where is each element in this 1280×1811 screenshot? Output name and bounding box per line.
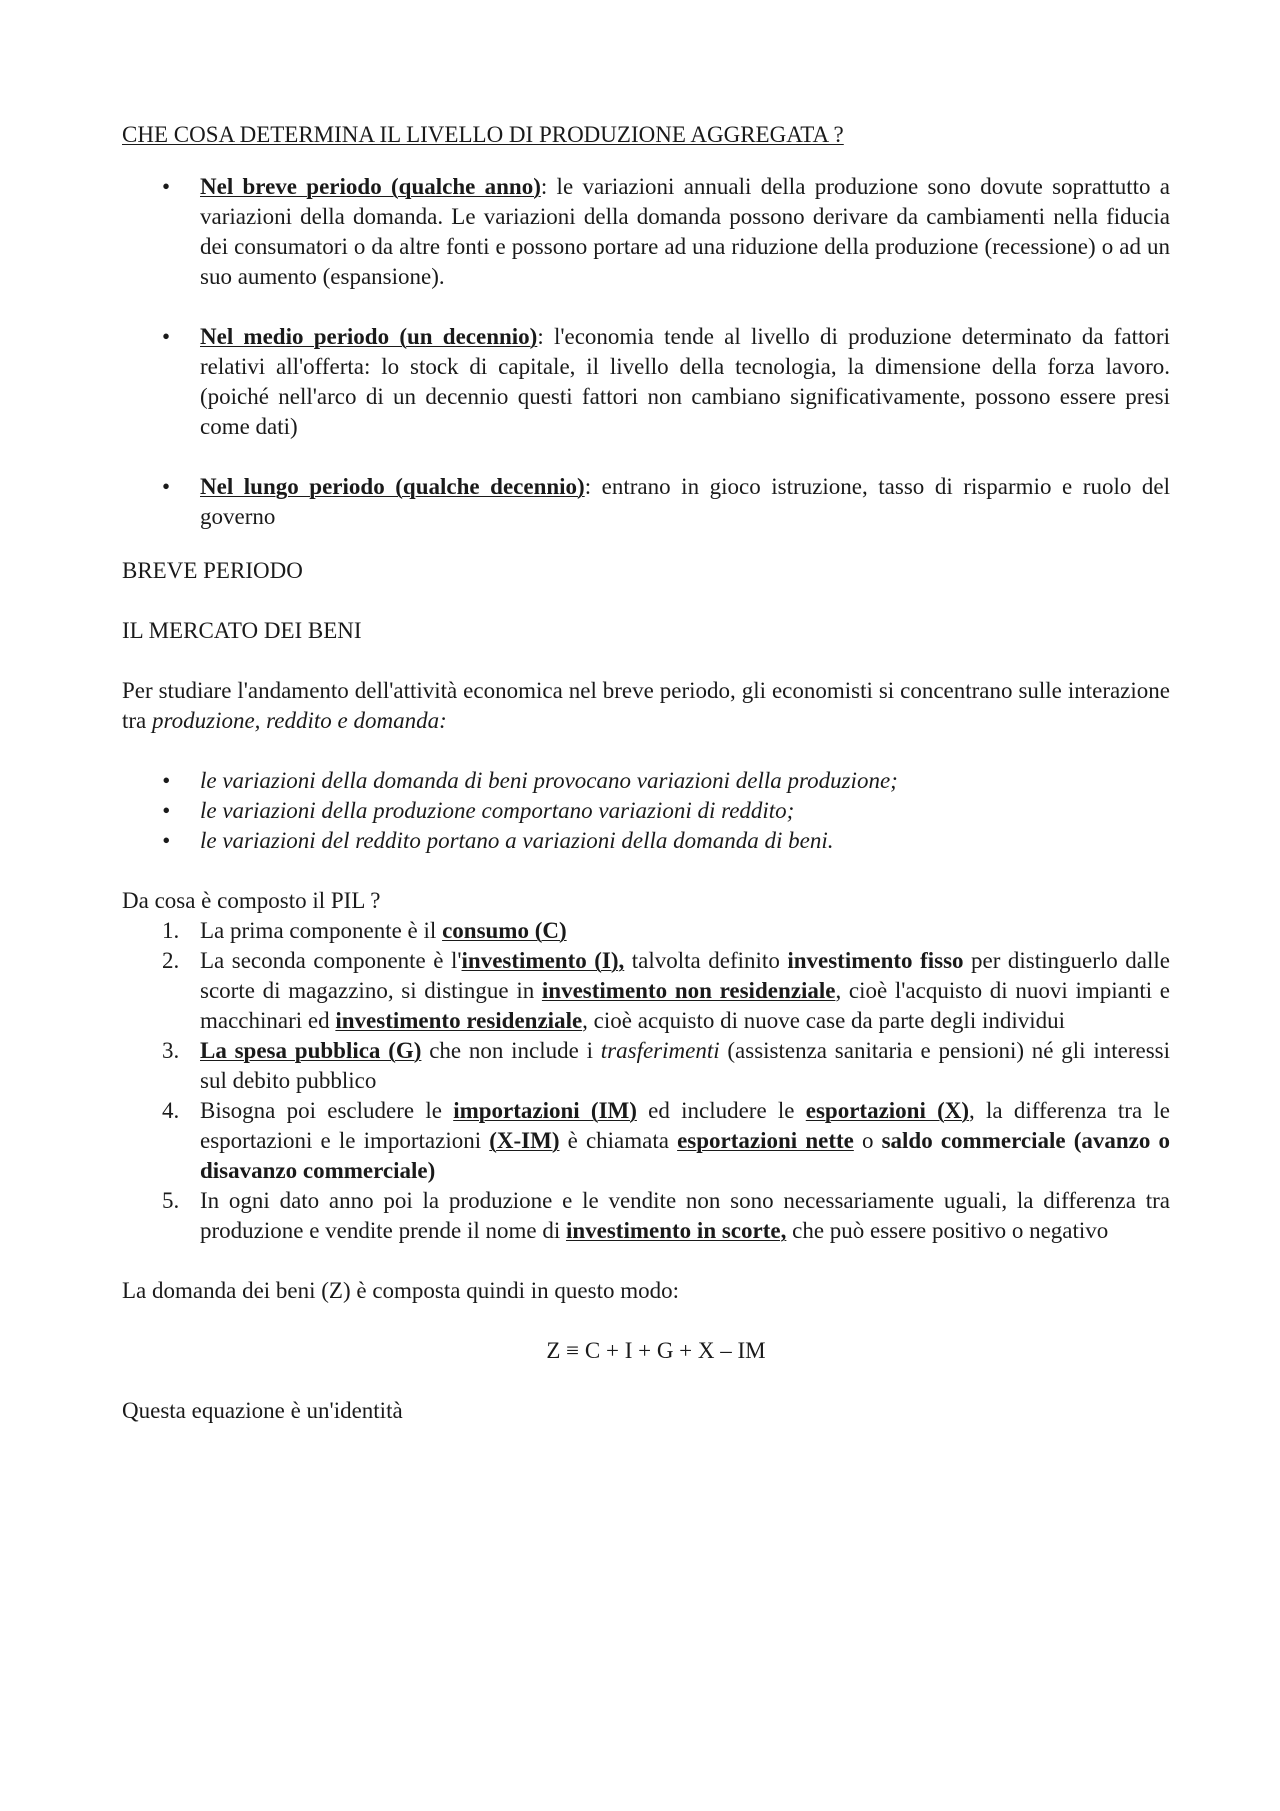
bullet-icon: • — [162, 174, 171, 199]
demand-paragraph: La domanda dei beni (Z) è composta quindi in questo modo: — [122, 1278, 679, 1303]
list-item: 2. La seconda componente è l'investimento (I), talvolta definito investimento fisso per distinguerlo dalle scorte di magazzino, si distingue in investimento non residenziale, cioè l'acquisto di nuovi impianti e macchinari ed investimento residenziale, cioè acquisto di nuove case da parte degli individui — [162, 948, 1171, 1033]
intro-paragraph: Per studiare l'andamento dell'attività economica nel breve periodo, gli economisti si concentrano sulle interazione tra produzione, reddito e domanda: — [122, 678, 1170, 733]
closing-paragraph: Questa equazione è un'identità — [122, 1398, 403, 1423]
bullet-icon: • — [162, 798, 171, 823]
period-heading: Nel lungo periodo (qualche decennio) — [200, 474, 585, 499]
list-item: • le variazioni della domanda di beni provocano variazioni della produzione; — [122, 766, 1170, 796]
document-page — [122, 120, 1170, 1426]
bullet-icon: • — [162, 768, 171, 793]
list-item — [122, 322, 1170, 442]
list-item: • le variazioni della produzione comportano variazioni di reddito; — [122, 796, 1170, 826]
bullet-icon: • — [162, 474, 171, 499]
period-heading: Nel breve periodo (qualche anno) — [200, 174, 541, 199]
list-item — [122, 472, 1170, 532]
period-heading: Nel medio periodo (un decennio) — [200, 324, 538, 349]
section-heading-breve: BREVE PERIODO — [122, 558, 303, 583]
list-item: • le variazioni del reddito portano a variazioni della domanda di beni. — [122, 826, 1170, 856]
list-item: 4. Bisogna poi escludere le importazioni (IM) ed includere le esportazioni (X), la differenza tra le esportazioni e le importazioni (X-IM) è chiamata esportazioni nette o saldo commerciale (avanzo o disavanzo commerciale) — [162, 1098, 1171, 1183]
period-text: : l'economia tende al livello di produzione determinato da fattori relativi all'offerta: lo stock di capitale, il livello della tecnologia, la dimensione della forza lavoro. (poiché nell'arco di un decennio questi fattori non cambiano significativamente, possono essere presi come dati) — [200, 324, 1170, 439]
periods-list — [122, 172, 1170, 532]
bullet-icon: • — [162, 324, 171, 349]
period-text: : le variazioni annuali della produzione sono dovute soprattutto a variazioni della domanda. Le variazioni della domanda possono derivare da cambiamenti nella fiducia dei consumatori o da altre fonti e possono portare ad una riduzione della produzione (recessione) o ad un suo aumento (espansione). — [200, 174, 1170, 289]
page-title: CHE COSA DETERMINA IL LIVELLO DI PRODUZIONE AGGREGATA ? — [122, 122, 844, 147]
list-item: 1. La prima componente è il consumo (C) — [162, 918, 567, 943]
period-text: : entrano in gioco istruzione, tasso di risparmio e ruolo del governo — [200, 474, 1170, 529]
list-item: 3. La spesa pubblica (G) che non include i trasferimenti (assistenza sanitaria e pensioni) né gli interessi sul debito pubblico — [162, 1038, 1170, 1093]
list-item — [122, 172, 1170, 292]
interactions-list — [122, 766, 1170, 856]
list-item: 5. In ogni dato anno poi la produzione e le vendite non sono necessariamente uguali, la differenza tra produzione e vendite prende il nome di investimento in scorte, che può essere positivo o negativo — [162, 1188, 1170, 1243]
section-heading-mercato: IL MERCATO DEI BENI — [122, 618, 362, 643]
bullet-icon: • — [162, 828, 171, 853]
demand-formula: Z ≡ C + I + G + X – IM — [546, 1338, 766, 1363]
components-list — [122, 916, 1170, 1246]
pil-question: Da cosa è composto il PIL ? — [122, 888, 381, 913]
